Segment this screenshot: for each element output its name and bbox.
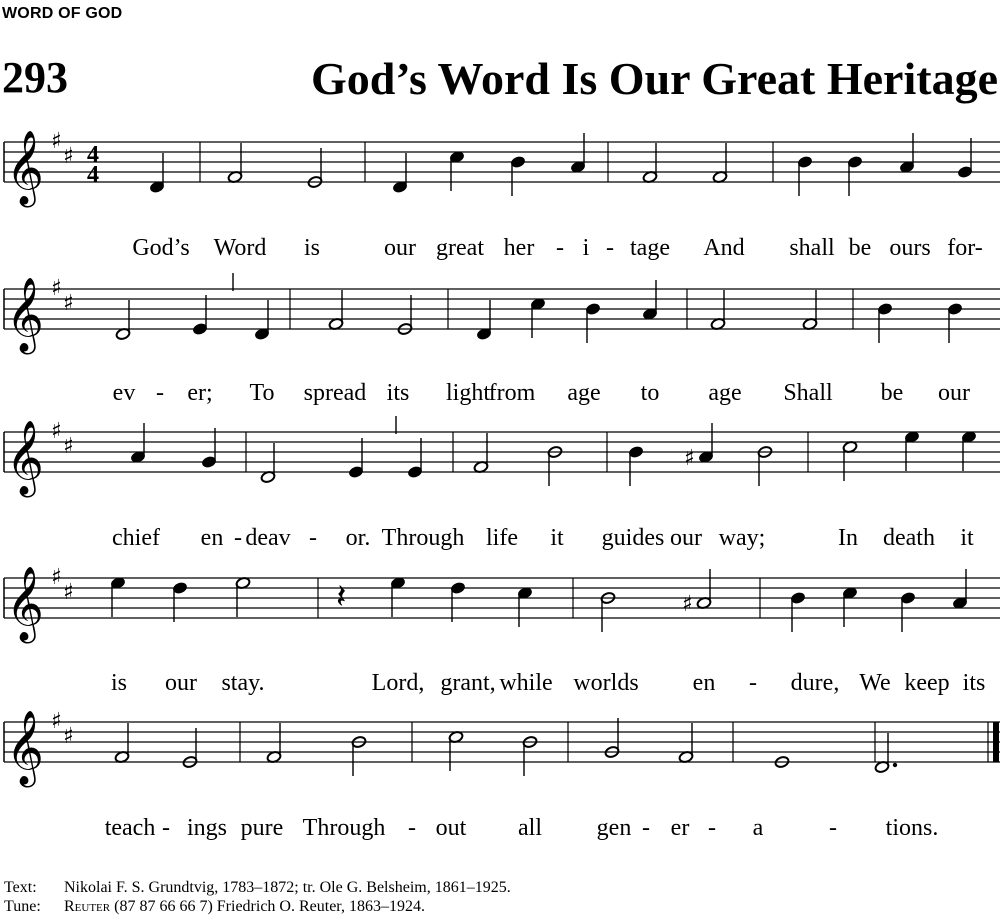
lyric-syllable: our xyxy=(384,235,416,261)
key-sharp-c: ♯ xyxy=(63,580,74,605)
lyric-syllable: Word xyxy=(213,235,267,261)
hymn-title: God’s Word Is Our Great Heritage xyxy=(311,53,998,104)
lyric-syllable: our xyxy=(670,525,702,551)
lyric-syllable: all xyxy=(518,815,542,841)
lyric-syllable: from xyxy=(488,380,536,406)
lyric-syllable: be xyxy=(880,380,904,406)
lyric-syllable: age xyxy=(567,380,601,406)
lyric-syllable: spread xyxy=(303,380,367,406)
lyric-syllable: out xyxy=(435,815,467,841)
lyric-syllable: - xyxy=(606,235,614,261)
lyric-syllable: it xyxy=(550,525,564,551)
lyric-syllable: - xyxy=(749,670,757,696)
lyric-syllable: In xyxy=(838,525,858,551)
lyric-syllable: - xyxy=(408,815,416,841)
lyric-syllable: be xyxy=(848,235,872,261)
lyric-syllable: or. xyxy=(345,525,371,551)
lyric-syllable: en xyxy=(200,525,224,551)
lyric-syllable: en xyxy=(692,670,716,696)
lyric-syllable: stay. xyxy=(221,670,265,696)
treble-clef: 𝄞 xyxy=(6,711,44,785)
lyric-syllable: chief xyxy=(112,525,160,551)
lyric-syllable: gen xyxy=(596,815,632,841)
lyric-syllable: death xyxy=(883,525,935,551)
lyric-syllable: - xyxy=(234,525,242,551)
lyric-syllable: its xyxy=(962,670,986,696)
text-credit xyxy=(4,878,511,897)
hymn-number: 293 xyxy=(2,53,68,102)
key-sharp-c: ♯ xyxy=(63,724,74,749)
lyric-syllable: light xyxy=(445,380,491,406)
lyric-syllable: way; xyxy=(718,525,766,551)
key-sharp-f: ♯ xyxy=(51,565,62,590)
note-dot xyxy=(893,763,897,767)
credits xyxy=(4,878,511,916)
lyric-syllable: is xyxy=(110,670,128,696)
lyric-syllable: To xyxy=(249,380,275,406)
tune-credit-value: (87 87 66 66 7) Friedrich O. Reuter, 1863–1924. xyxy=(110,898,425,915)
lyric-syllable: er xyxy=(670,815,690,841)
section-heading: WORD OF GOD xyxy=(2,5,123,22)
accidental-sharp: ♯ xyxy=(684,446,695,471)
text-credit-value: Nikolai F. S. Grundtvig, 1783–1872; tr. Ole G. Belsheim, 1861–1925. xyxy=(64,879,511,896)
lyric-syllable: Through xyxy=(381,525,465,551)
lyric-syllable: while xyxy=(499,670,553,696)
lyric-syllable: to xyxy=(640,380,660,406)
lyric-syllable: guides xyxy=(601,525,665,551)
lyric-syllable: it xyxy=(960,525,974,551)
tune-credit xyxy=(4,897,511,916)
lyric-syllable: for- xyxy=(947,235,983,261)
treble-clef: 𝄞 xyxy=(6,278,44,352)
lyric-syllable: Shall xyxy=(783,380,833,406)
lyric-syllable: ev xyxy=(112,380,136,406)
lyric-syllable: deav xyxy=(245,525,291,551)
lyric-syllable: pure xyxy=(240,815,284,841)
time-signature-bottom: 4 xyxy=(87,162,99,188)
lyric-syllable: Through xyxy=(302,815,386,841)
lyric-syllable: - xyxy=(309,525,317,551)
lyric-syllable: a xyxy=(752,815,764,841)
lyric-syllable: Lord, xyxy=(371,670,425,696)
lyric-syllable: her xyxy=(503,235,535,261)
lyric-syllable: - xyxy=(556,235,564,261)
lyric-syllable: ours xyxy=(889,235,931,261)
lyric-syllable: great xyxy=(436,235,484,261)
key-sharp-f: ♯ xyxy=(51,709,62,734)
quarter-rest: 𝄽 xyxy=(336,577,347,617)
lyric-syllable: our xyxy=(165,670,197,696)
lyric-syllable: i xyxy=(582,235,590,261)
lyric-syllable: - xyxy=(642,815,650,841)
lyric-syllable: tage xyxy=(630,235,670,261)
lyric-syllable: - xyxy=(156,380,164,406)
text-credit-label: Text: xyxy=(4,879,37,896)
lyric-syllable: age xyxy=(708,380,742,406)
lyric-syllable: worlds xyxy=(573,670,639,696)
lyric-syllable: - xyxy=(708,815,716,841)
treble-clef: 𝄞 xyxy=(6,421,44,495)
key-sharp-c: ♯ xyxy=(63,144,74,169)
lyric-syllable: tions. xyxy=(885,815,939,841)
lyric-syllable: teach xyxy=(104,815,156,841)
lyric-syllable: shall xyxy=(789,235,835,261)
tune-credit-label: Tune: xyxy=(4,898,41,915)
key-sharp-f: ♯ xyxy=(51,419,62,444)
treble-clef: 𝄞 xyxy=(6,567,44,641)
lyric-syllable: We xyxy=(859,670,891,696)
lyric-syllable: - xyxy=(829,815,837,841)
lyric-syllable: grant, xyxy=(440,670,496,696)
lyric-syllable: er; xyxy=(187,380,213,406)
time-signature-top: 4 xyxy=(87,142,99,168)
key-sharp-f: ♯ xyxy=(51,276,62,301)
lyric-syllable: our xyxy=(938,380,970,406)
key-sharp-f: ♯ xyxy=(51,129,62,154)
lyric-syllable: life xyxy=(486,525,518,551)
lyric-syllable: its xyxy=(386,380,410,406)
accidental-sharp: ♯ xyxy=(682,592,693,617)
key-sharp-c: ♯ xyxy=(63,434,74,459)
lyric-syllable: And xyxy=(703,235,745,261)
lyric-syllable: keep xyxy=(904,670,950,696)
lyric-syllable: dure, xyxy=(790,670,840,696)
lyric-syllable: is xyxy=(303,235,321,261)
lyric-syllable: - xyxy=(162,815,170,841)
key-sharp-c: ♯ xyxy=(63,291,74,316)
treble-clef: 𝄞 xyxy=(6,131,44,205)
lyric-syllable: God’s xyxy=(132,235,190,261)
tune-name: Reuter xyxy=(64,898,111,915)
final-barline-thick xyxy=(993,722,999,762)
lyric-syllable: ings xyxy=(186,815,228,841)
